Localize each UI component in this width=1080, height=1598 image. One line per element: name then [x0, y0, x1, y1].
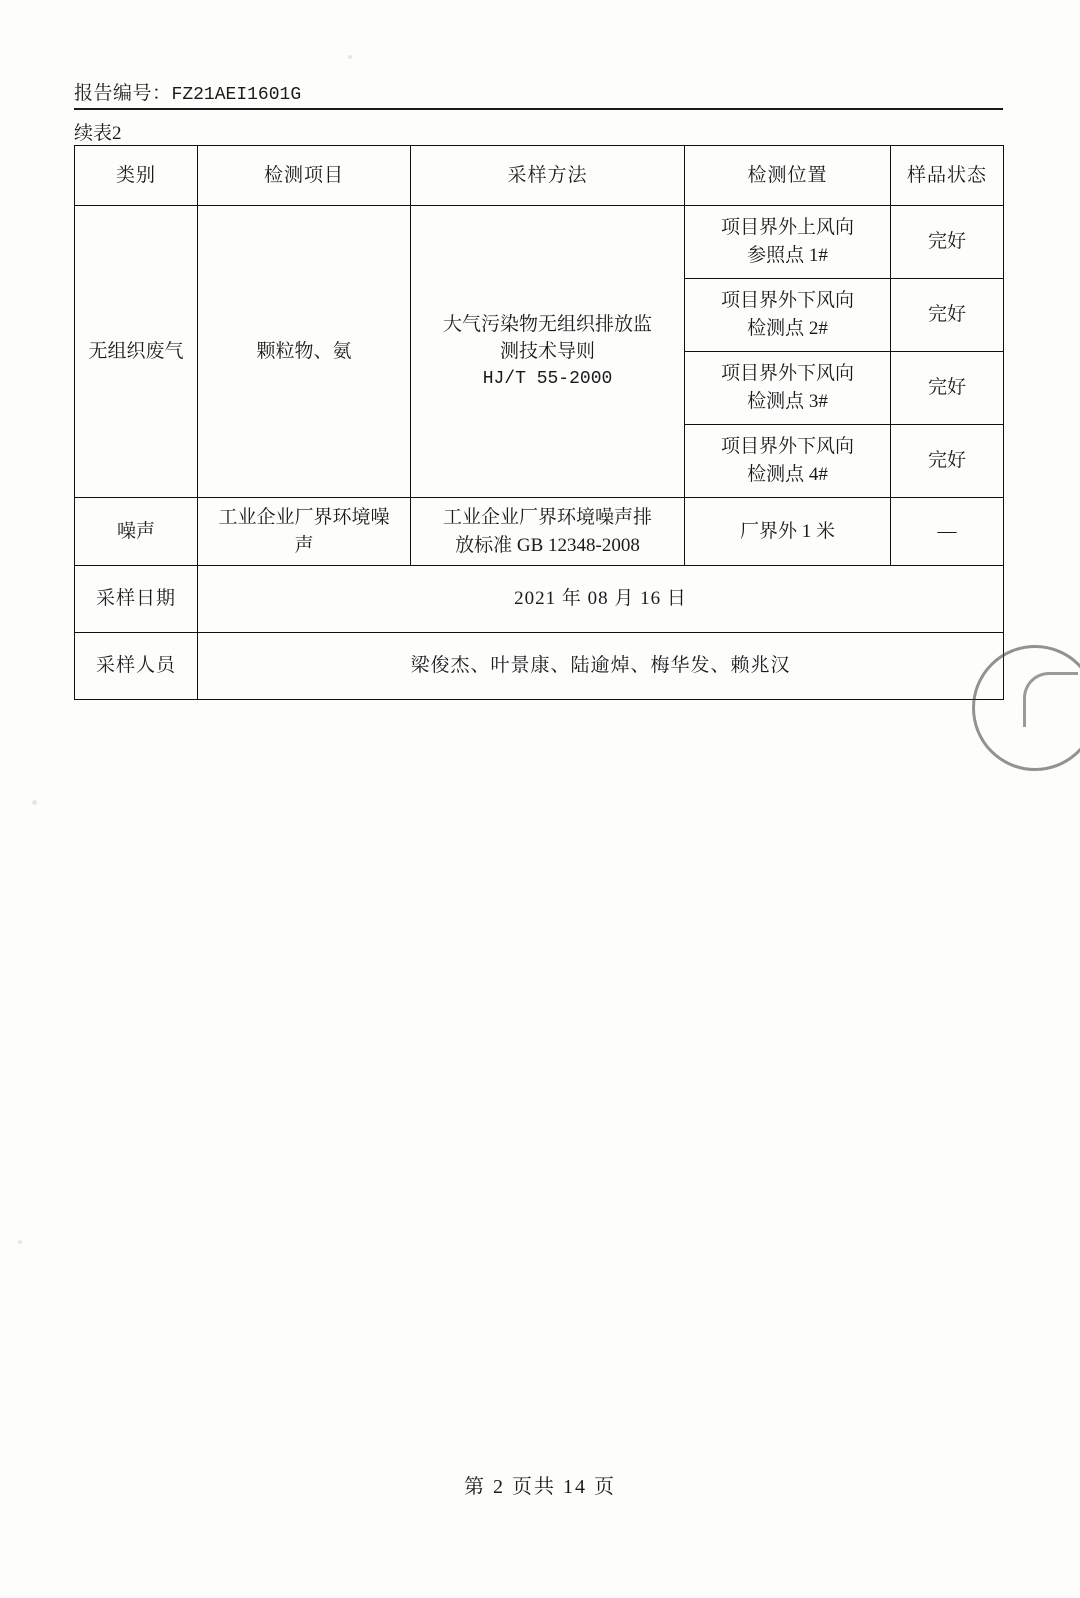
sampling-table: [74, 145, 1004, 700]
location-line-2: 检测点 3#: [747, 391, 828, 412]
cell-location-2: [685, 279, 891, 352]
cell-category-noise: 噪声: [75, 498, 198, 566]
scan-speckle: [18, 1240, 22, 1244]
report-header: [74, 78, 1004, 105]
cell-status-noise: —: [891, 498, 1004, 566]
location-line-1: 项目界外上风向: [720, 217, 854, 239]
location-line-2: 参照点 1#: [747, 245, 828, 266]
cell-location-1: [685, 206, 891, 279]
location-line-1: 项目界外下风向: [720, 436, 854, 458]
cell-category-fugitive-gas: 无组织废气: [75, 206, 198, 498]
table-header-row: [75, 146, 1004, 206]
location-line-1: 项目界外下风向: [720, 290, 854, 312]
cell-status-4: 完好: [891, 425, 1004, 498]
column-header-category: 类别: [75, 146, 198, 206]
noise-method-line-1: 工业企业厂界环境噪声排: [442, 507, 652, 528]
method-line-2: 测技术导则: [499, 341, 595, 363]
noise-method-line-2: 放标准 GB 12348-2008: [455, 534, 640, 556]
cell-method-noise: [411, 498, 685, 566]
method-line-3: HJ/T 55-2000: [482, 369, 613, 389]
report-number-value: FZ21AEI1601G: [171, 85, 302, 105]
table-row-noise: [75, 498, 1004, 566]
cell-status-3: 完好: [891, 352, 1004, 425]
noise-item-line-1: 工业企业厂界环境噪: [218, 507, 390, 528]
column-header-status: 样品状态: [891, 146, 1004, 206]
location-line-1: 项目界外下风向: [720, 363, 854, 385]
value-samplers: 梁俊杰、叶景康、陆逾焯、梅华发、赖兆汉: [198, 633, 1004, 700]
cell-location-4: [685, 425, 891, 498]
location-line-2: 检测点 2#: [747, 318, 828, 339]
table-row-sample-date: [75, 566, 1004, 633]
scan-speckle: [32, 800, 37, 805]
column-header-method: 采样方法: [411, 146, 685, 206]
report-number: [74, 78, 301, 105]
cell-status-1: 完好: [891, 206, 1004, 279]
cell-location-3: [685, 352, 891, 425]
scan-speckle: [348, 55, 352, 59]
location-line-2: 检测点 4#: [747, 464, 828, 485]
column-header-location: 检测位置: [685, 146, 891, 206]
cell-status-2: 完好: [891, 279, 1004, 352]
header-divider: [74, 108, 1003, 110]
cell-location-noise: 厂界外 1 米: [685, 498, 891, 566]
noise-item-line-2: 声: [294, 534, 314, 556]
table-row: [75, 206, 1004, 279]
cell-item-noise: [198, 498, 411, 566]
label-sample-date: 采样日期: [75, 566, 198, 633]
report-number-label: 报告编号：: [74, 83, 172, 104]
label-samplers: 采样人员: [75, 633, 198, 700]
column-header-item: 检测项目: [198, 146, 411, 206]
cell-method-fugitive-gas: [411, 206, 685, 498]
page-footer: 第 2 页共 14 页: [464, 1476, 616, 1498]
value-sample-date: 2021 年 08 月 16 日: [198, 566, 1004, 633]
seal-mark-inner-icon: [1023, 672, 1078, 727]
method-line-1: 大气污染物无组织排放监: [442, 313, 652, 335]
continued-table-label: 续表2: [74, 123, 122, 144]
table-row-samplers: [75, 633, 1004, 700]
cell-item-particulate-ammonia: 颗粒物、氨: [198, 206, 411, 498]
